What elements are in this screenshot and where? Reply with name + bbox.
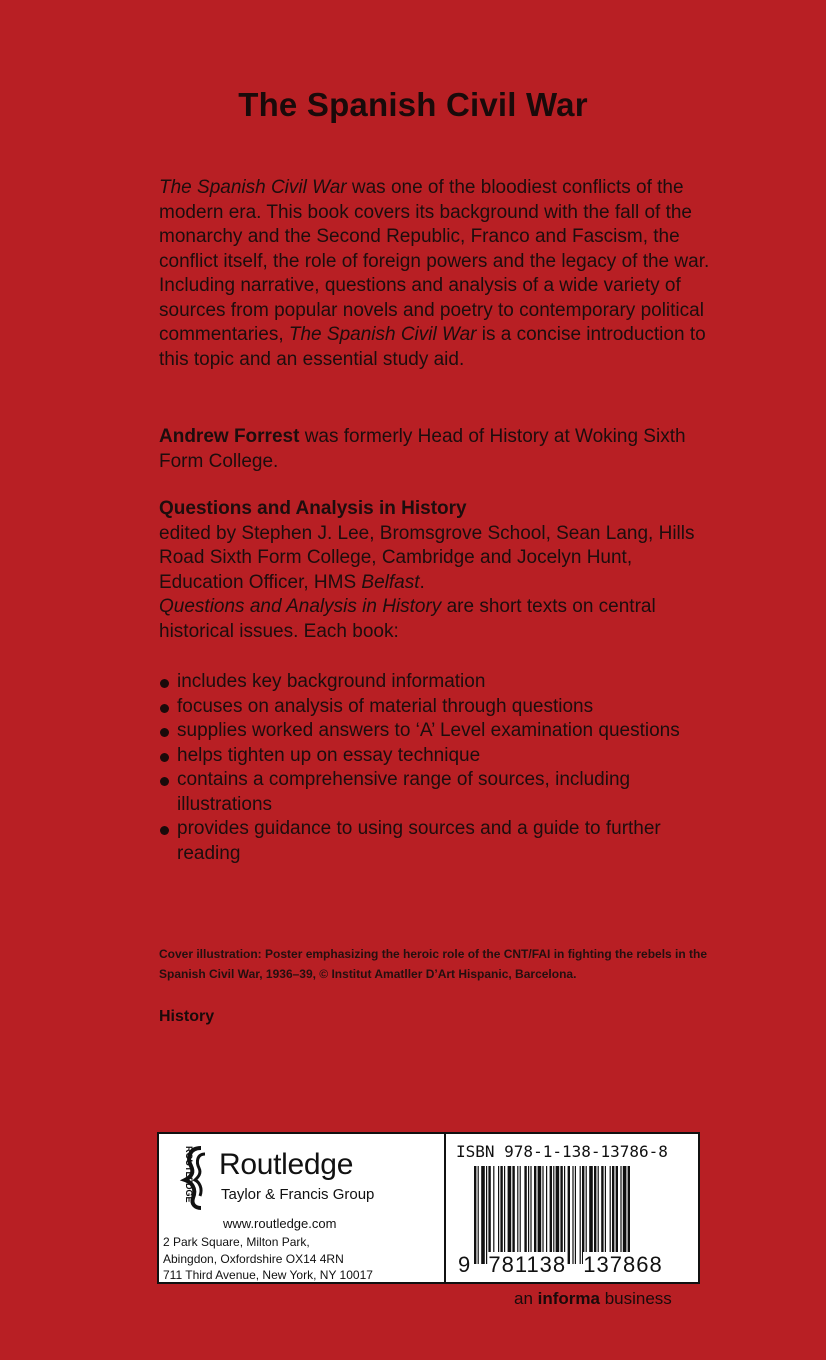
list-item — [159, 817, 719, 866]
series-desc-italic: Questions and Analysis in History — [159, 596, 442, 617]
barcode-bar — [612, 1166, 614, 1264]
author-name: Andrew Forrest — [159, 426, 300, 447]
barcode-bar — [478, 1166, 479, 1264]
barcode-bar — [528, 1166, 529, 1264]
bullet-icon — [160, 704, 169, 713]
barcode-bar — [589, 1166, 593, 1264]
barcode-bar — [594, 1166, 596, 1264]
series-editors: edited by Stephen J. Lee, Bromsgrove School, Sean Lang, Hills Road Sixth Form College, Cambridge and Jocelyn Hunt, Education Officer, HMS — [159, 522, 695, 593]
blurb-title-italic: The Spanish Civil War — [159, 177, 347, 198]
address-line: 2 Park Square, Milton Park, — [163, 1235, 310, 1249]
barcode-bar — [488, 1166, 490, 1264]
tagline-prefix: an — [514, 1289, 538, 1308]
bullet-icon — [160, 728, 169, 737]
blurb-part2: is a concise introduction to this topic and an essential study aid. — [159, 324, 706, 370]
ean-digits — [458, 1252, 663, 1278]
barcode-bar — [623, 1166, 627, 1264]
bullet-icon — [160, 679, 169, 688]
address-line: 711 Third Avenue, New York, NY 10017 — [163, 1268, 373, 1282]
series-info — [159, 497, 719, 644]
list-item-text: provides guidance to using sources and a guide to further reading — [177, 818, 661, 864]
barcode-bar — [534, 1166, 536, 1264]
barcode-bar — [520, 1166, 521, 1264]
barcode-bar — [542, 1166, 543, 1264]
publisher-website: www.routledge.com — [223, 1216, 337, 1231]
barcode-bar — [500, 1166, 502, 1264]
list-item — [159, 719, 719, 744]
barcode-bar — [538, 1166, 542, 1264]
bullet-icon — [160, 826, 169, 835]
barcode-bar — [504, 1166, 505, 1264]
barcode-bar — [572, 1166, 573, 1264]
barcode-bar — [553, 1166, 554, 1264]
barcode-bar — [508, 1166, 512, 1264]
barcode-bar — [512, 1166, 514, 1264]
list-item-text: supplies worked answers to ‘A’ Level examination questions — [177, 720, 680, 741]
barcode-bar — [474, 1166, 476, 1264]
author-bio — [159, 425, 719, 474]
list-item-text: contains a comprehensive range of sources, including illustrations — [177, 769, 631, 815]
barcode-bar — [582, 1166, 584, 1264]
barcode-bar — [498, 1166, 499, 1264]
series-desc: are short texts on central historical issues. Each book: — [159, 596, 656, 642]
series-ship-end: . — [419, 571, 425, 593]
list-item — [159, 768, 719, 817]
barcode-bar — [610, 1166, 611, 1264]
barcode-bar — [601, 1166, 603, 1264]
barcode-bar — [580, 1166, 581, 1264]
barcode-bar — [556, 1166, 560, 1264]
list-item-text: helps tighten up on essay technique — [177, 744, 481, 766]
cover-credit: Cover illustration: Poster emphasizing the heroic role of the CNT/FAI in fighting the rebels in the Spanish Civil War, 1936–39, © Institut Amatller D’Art Hispanic, Barcelona. — [159, 947, 708, 981]
isbn-box — [446, 1132, 700, 1284]
ean-digit-first: 9 — [458, 1252, 472, 1277]
list-item — [159, 744, 719, 769]
vertical-logo-text: ROUTLEDGE — [184, 1146, 194, 1203]
barcode-bar — [530, 1166, 531, 1264]
barcode-bar — [616, 1166, 618, 1264]
barcode-bar — [564, 1166, 565, 1264]
barcode-bar — [628, 1166, 630, 1264]
tagline-suffix: business — [599, 1289, 672, 1308]
list-item-text: includes key background information — [177, 671, 486, 692]
ean-digits-left: 781138 — [488, 1252, 567, 1277]
publisher-box — [157, 1132, 446, 1284]
barcode-bar — [493, 1166, 494, 1264]
barcode-bar — [550, 1166, 552, 1264]
barcode-bar — [546, 1166, 547, 1264]
isbn-label: ISBN 978-1-138-13786-8 — [456, 1142, 668, 1161]
publisher-name: Routledge — [219, 1148, 354, 1181]
barcode-bar — [560, 1166, 562, 1264]
series-ship: Belfast — [361, 571, 420, 593]
barcode-bar — [517, 1166, 518, 1264]
category-label: History — [159, 1008, 215, 1025]
list-item — [159, 695, 719, 720]
barcode-bar — [598, 1166, 599, 1264]
feature-list — [159, 670, 719, 866]
series-title: Questions and Analysis in History — [159, 498, 467, 519]
list-item — [159, 670, 719, 695]
book-title: The Spanish Civil War — [238, 86, 588, 123]
bullet-icon — [160, 777, 169, 786]
barcode-bar — [586, 1166, 587, 1264]
barcode-bar — [481, 1166, 485, 1264]
blurb-title-italic-2: The Spanish Civil War — [288, 324, 477, 345]
publisher-group: Taylor & Francis Group — [221, 1186, 375, 1203]
blurb-part1: was one of the bloodiest conflicts of the modern era. This book covers its background with the fall of the monarchy and the Second Republic, Franco and Fascism, the conflict itself, the role of foreign powers and the legacy of the war. Including narrative, questions and analysis of a wide variety of sources from popular novels and poetry to contemporary political commentaries, — [159, 177, 710, 345]
barcode-bar — [620, 1166, 621, 1264]
routledge-vertical-wordmark — [175, 1144, 194, 1214]
author-bio-text: was formerly Head of History at Woking Sixth Form College. — [159, 426, 686, 472]
bullet-icon — [160, 753, 169, 762]
barcode-bar — [568, 1166, 570, 1264]
barcode-bar — [605, 1166, 606, 1264]
barcode-bar — [524, 1166, 526, 1264]
barcode-icon — [474, 1166, 678, 1264]
list-item-text: focuses on analysis of material through questions — [177, 695, 594, 717]
ean-digits-right: 137868 — [583, 1252, 663, 1277]
book-blurb — [159, 176, 719, 372]
barcode-bar — [486, 1166, 487, 1264]
informa-tagline — [514, 1289, 672, 1309]
address-line: Abingdon, Oxfordshire OX14 4RN — [163, 1251, 344, 1266]
barcode-bar — [575, 1166, 576, 1264]
publisher-address — [163, 1234, 373, 1284]
tagline-brand: informa — [537, 1289, 600, 1308]
